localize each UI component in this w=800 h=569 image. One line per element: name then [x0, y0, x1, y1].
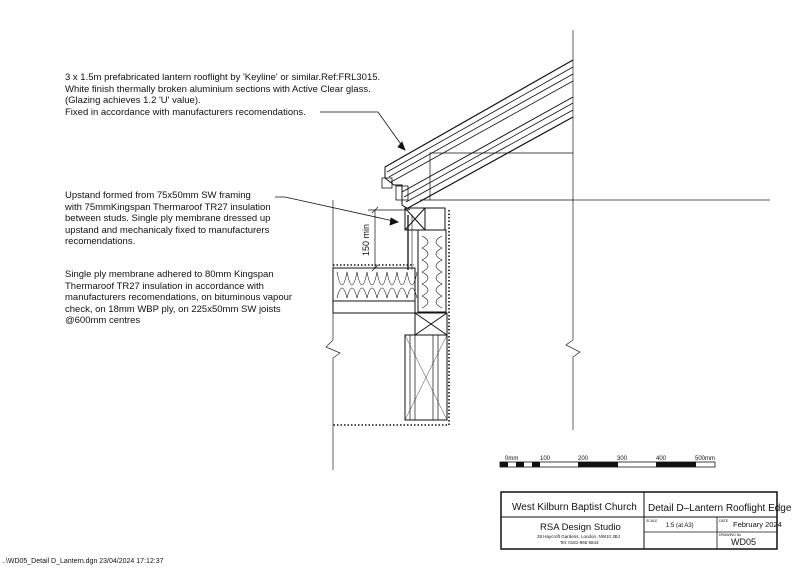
studio-tel: Tel: 0181-965 6843 — [560, 540, 599, 545]
drawing-no-label: DRAWING No — [719, 533, 742, 537]
drawing-title: Detail D–Lantern Rooflight Edge — [648, 503, 792, 514]
membrane-lines — [333, 210, 449, 425]
client-name: West Kilburn Baptist Church — [512, 502, 637, 513]
note-line: @600mm centres — [65, 315, 141, 326]
studio-address: 28 Haycroft Gardens, London, NW10 3BJ — [537, 534, 621, 539]
scale-label-100: 100 — [540, 456, 551, 462]
note-line: recomendations. — [65, 236, 136, 247]
scale-label-500: 500mm — [695, 456, 716, 462]
date-field-label: DATE — [719, 519, 729, 523]
studio-name: RSA Design Studio — [540, 522, 621, 533]
note-lantern-rooflight — [65, 72, 380, 118]
note-line: upstand and mechanicaly fixed to manufacturers — [65, 224, 270, 236]
scale-label-300: 300 — [617, 456, 628, 462]
title-block — [501, 492, 792, 549]
break-lines — [326, 30, 770, 470]
note-line: Upstand formed from 75x50mm SW framing — [65, 190, 251, 201]
roof-build-up — [333, 268, 447, 313]
note-membrane — [65, 269, 292, 327]
scale-label-0: 0mm — [505, 456, 519, 462]
upstand-kerb — [405, 208, 445, 230]
file-path-footer: ..\WD05_Detail D_Lantern.dgn 23/04/2024 17:12:37 — [2, 558, 164, 565]
date-value: February 2024 — [733, 520, 782, 529]
wall-plate — [415, 313, 447, 335]
note-line: 3 x 1.5m prefabricated lantern rooflight by 'Keyline' or similar.Ref:FRL3015. — [65, 72, 381, 83]
note-line: with 75mmKingspan Thermaroof TR27 insulation — [65, 201, 271, 213]
scale-label-200: 200 — [578, 456, 589, 462]
note-line: check, on 18mm WBP ply, on 225x50mm SW joists — [65, 303, 281, 315]
scale-field-label: SCALE — [646, 519, 658, 523]
lantern-rooflight — [382, 60, 573, 210]
note-line: White finish thermally broken aluminium sections with Active Clear glass. — [65, 83, 371, 95]
dimension-label: 150 min — [361, 223, 371, 256]
note-upstand — [65, 190, 271, 248]
note-line: Single ply membrane adhered to 80mm Kingspan — [65, 269, 274, 280]
drawing-no-value: WD05 — [731, 537, 757, 547]
note-line: Thermaroof TR27 insulation in accordance with — [65, 280, 264, 292]
note-line: between studs. Single ply membrane dressed up — [65, 213, 271, 224]
scale-label-400: 400 — [656, 456, 667, 462]
scale-bar — [500, 456, 715, 467]
note-line: Fixed in accordance with manufacturers recomendations. — [65, 106, 306, 118]
wall-studs — [405, 335, 447, 420]
note-line: (Glazing achieves 1.2 'U' value). — [65, 95, 201, 106]
scale-value: 1:5 (at A3) — [666, 523, 694, 529]
note-line: manufacturers recomendations, on bituminous vapour — [65, 292, 293, 303]
